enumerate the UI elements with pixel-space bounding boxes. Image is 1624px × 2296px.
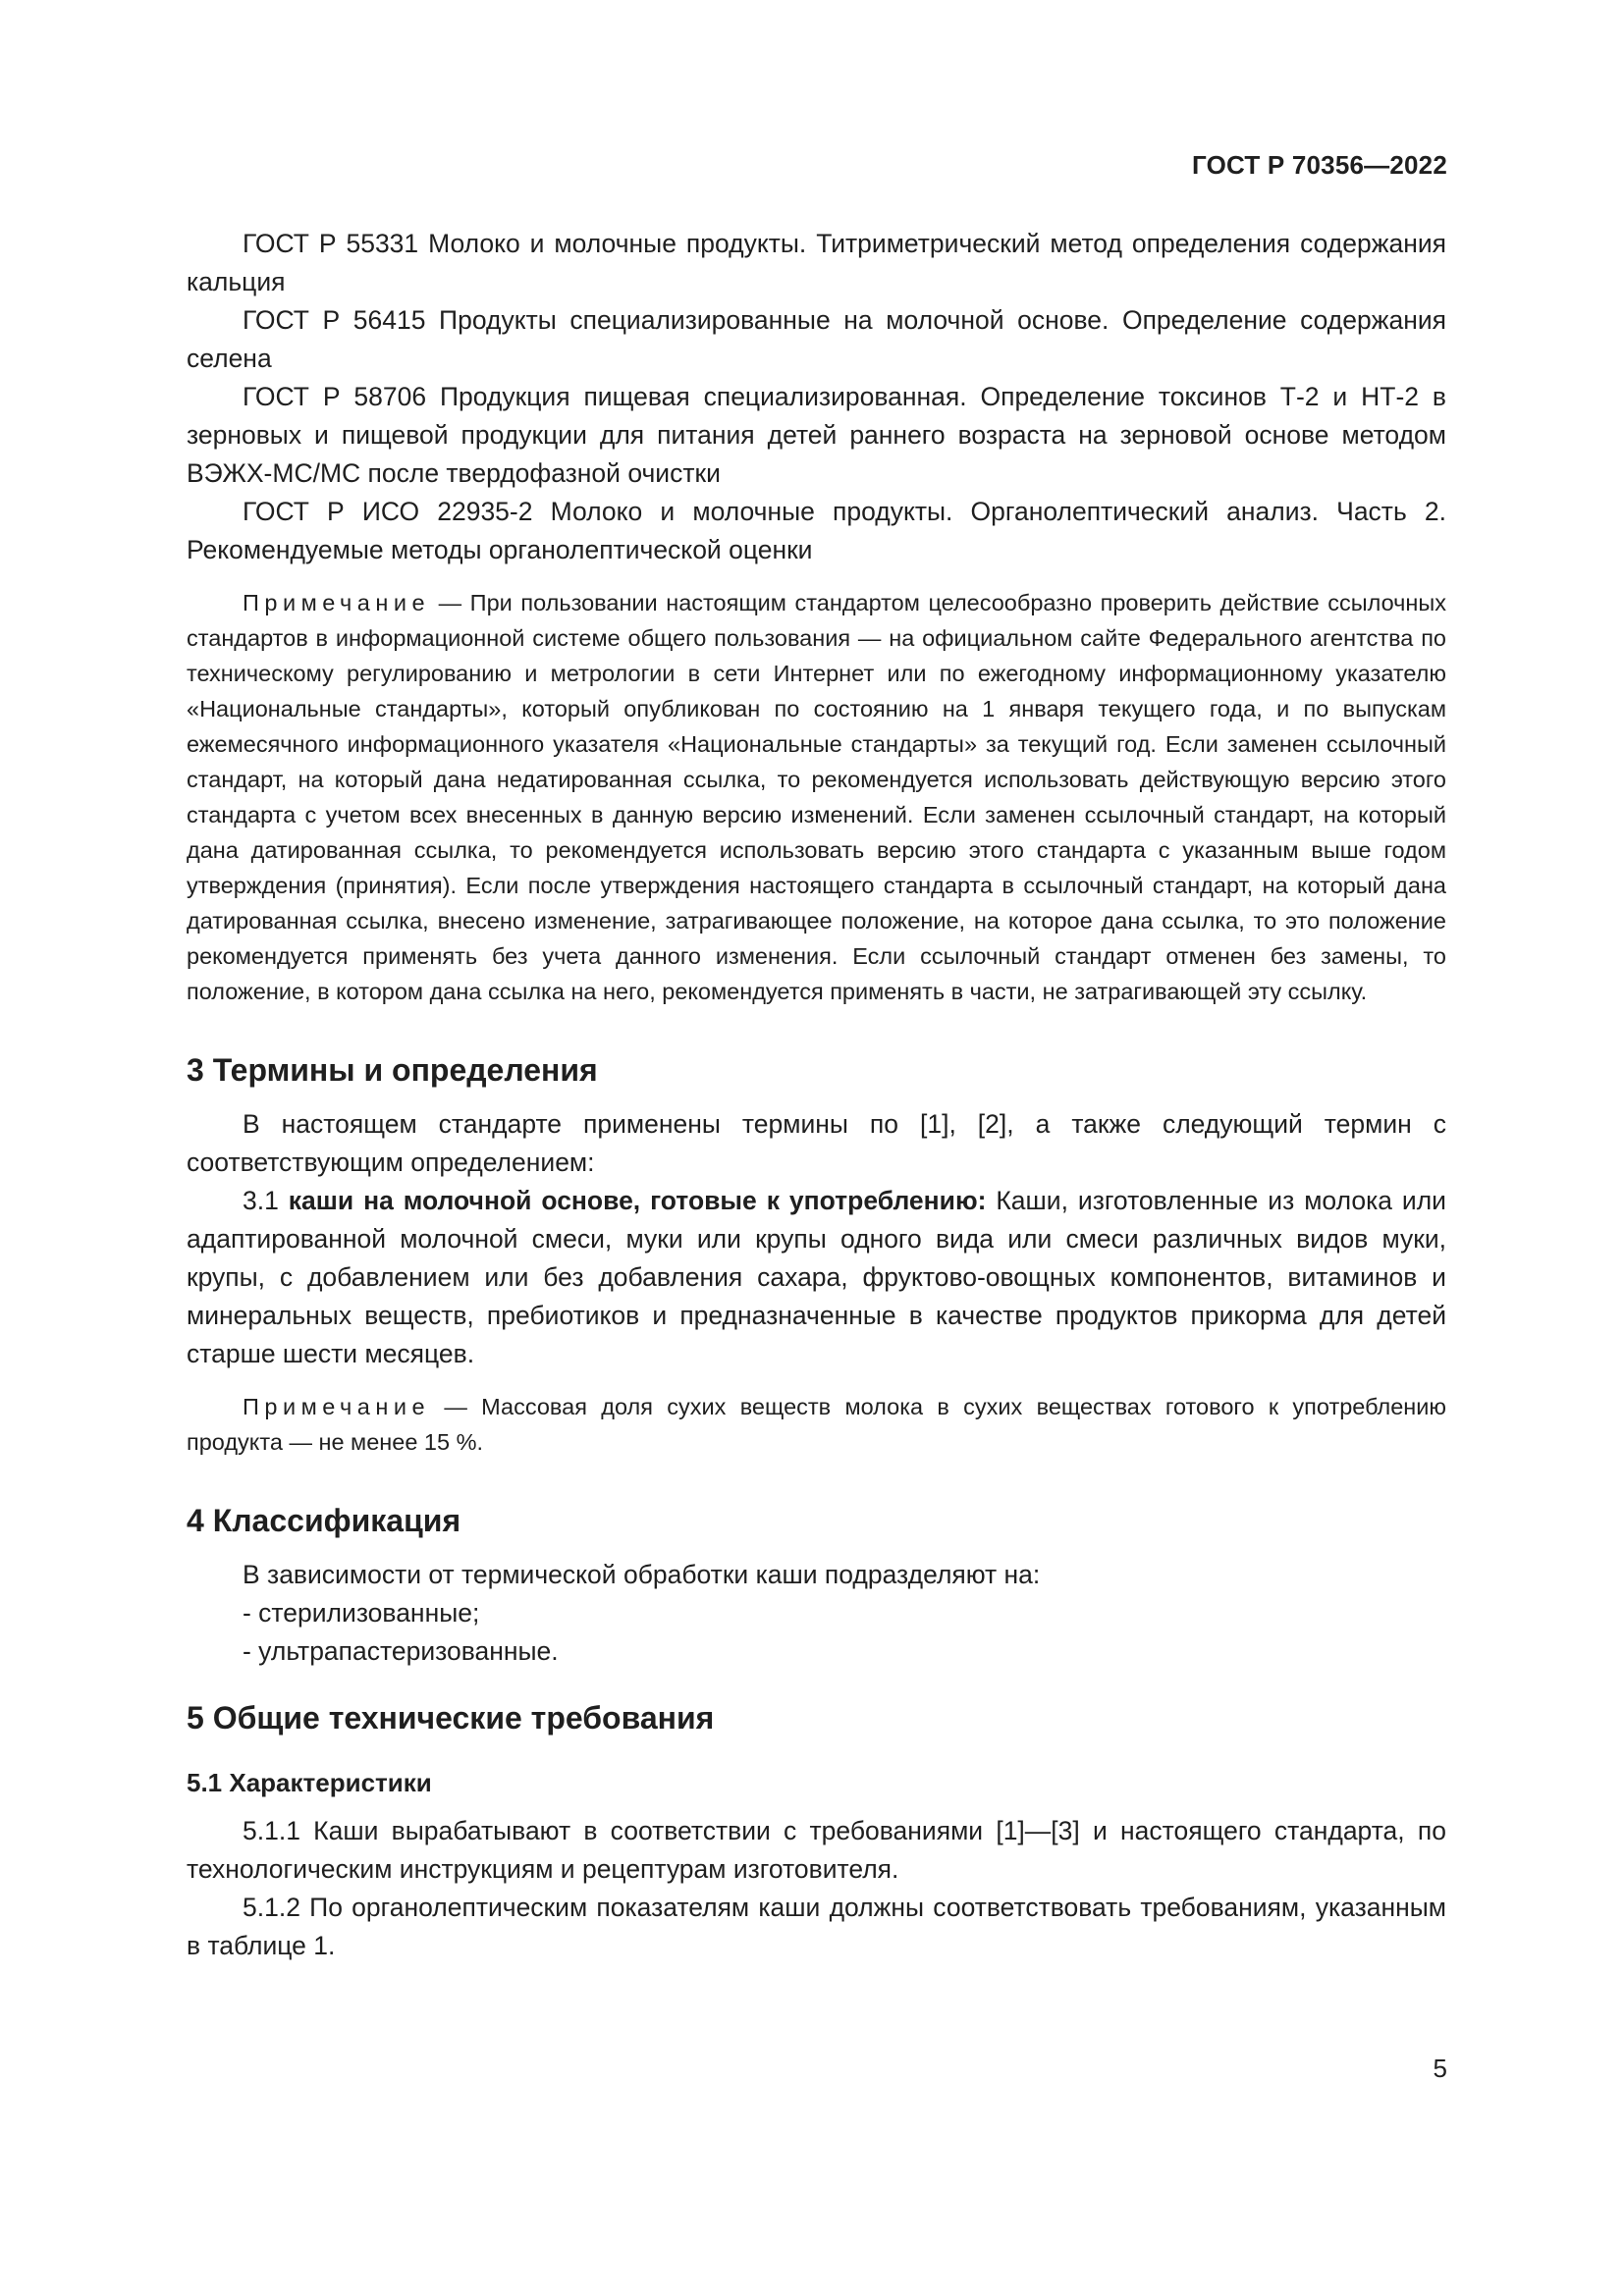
section-3-intro: В настоящем стандарте применены термины по [1], [2], а также следующий термин с соответствующим определением: (187, 1109, 1446, 1177)
list-item: - стерилизованные; (243, 1598, 480, 1628)
reference-gost-55331: ГОСТ Р 55331 Молоко и молочные продукты. Титриметрический метод определения содержания кальция (187, 229, 1446, 296)
reference-gost-iso-22935-2: ГОСТ Р ИСО 22935-2 Молоко и молочные продукты. Органолептический анализ. Часть 2. Рекомендуемые методы органолептической оценки (187, 497, 1446, 564)
section-4-title: 4 Классификация (187, 1503, 461, 1538)
section-4-intro: В зависимости от термической обработки каши подразделяют на: (243, 1560, 1041, 1589)
page-number: 5 (1433, 2054, 1447, 2083)
note-references (187, 585, 1446, 1009)
section-3-title: 3 Термины и определения (187, 1052, 598, 1088)
note-term (187, 1389, 1446, 1460)
subsection-5-1-title: 5.1 Характеристики (187, 1768, 432, 1797)
paragraph-5-1-2: 5.1.2 По органолептическим показателям каши должны соответствовать требованиям, указанным в таблице 1. (187, 1893, 1446, 1960)
section-5-title: 5 Общие технические требования (187, 1700, 715, 1735)
term-definition-text: Каши, изготовленные из молока или адаптированной молочной смеси, муки или крупы одного вида или смеси различных видов муки, крупы, с добавлением или без добавления сахара, фруктово-овощных компонентов, витаминов и минеральных веществ, пребиотиков и предназначенные в качестве продуктов прикорма для детей старше шести месяцев. (187, 1186, 1446, 1368)
paragraph-5-1-1: 5.1.1 Каши вырабатывают в соответствии с требованиями [1]—[3] и настоящего стандарта, по технологическим инструкциям и рецептурам изготовителя. (187, 1816, 1446, 1884)
document-id: ГОСТ Р 70356—2022 (1192, 150, 1447, 180)
note-term-text: — Массовая доля сухих веществ молока в сухих веществах готового к употреблению продукта — не менее 15 %. (187, 1394, 1447, 1455)
term-number: 3.1 (243, 1186, 279, 1215)
page-content (187, 225, 1446, 1965)
note-text: — При пользовании настоящим стандартом целесообразно проверить действие ссылочных стандартов в информационной системе общего пользования — на официальном сайте Федерального агентства по техническому регулированию и метрологии в сети Интернет или по ежегодному информационному указателю «Национальные стандарты», который опубликован по состоянию на 1 января текущего года, и по выпускам ежемесячного информационного указателя «Национальные стандарты» за текущий год. Если заменен ссылочный стандарт, на который дана недатированная ссылка, то рекомендуется использовать действующую версию этого стандарта с учетом всех внесенных в данную версию изменений. Если заменен ссылочный стандарт, на который дана датированная ссылка, то рекомендуется использовать версию этого стандарта с указанным выше годом утверждения (принятия). Если после утверждения настоящего стандарта в ссылочный стандарт, на который дана датированная ссылка, внесено изменение, затрагивающее положение, на которое дана ссылка, то это положение рекомендуется применять без учета данного изменения. Если ссылочный стандарт отменен без замены, то положение, в котором дана ссылка на него, рекомендуется применять в части, не затрагивающей эту ссылку. (187, 590, 1446, 1004)
term-definition (187, 1182, 1446, 1373)
reference-gost-58706: ГОСТ Р 58706 Продукция пищевая специализированная. Определение токсинов Т-2 и НТ-2 в зерновых и пищевой продукции для питания детей раннего возраста на зерновой основе методом ВЭЖХ-МС/МС после твердофазной очистки (187, 382, 1446, 488)
reference-gost-56415: ГОСТ Р 56415 Продукты специализированные на молочной основе. Определение содержания селена (187, 305, 1446, 373)
term-name: каши на молочной основе, готовые к употреблению: (288, 1186, 987, 1215)
note-term-label: Примечание (243, 1394, 431, 1419)
list-item: - ультрапастеризованные. (243, 1636, 559, 1666)
note-label: Примечание (243, 590, 431, 615)
